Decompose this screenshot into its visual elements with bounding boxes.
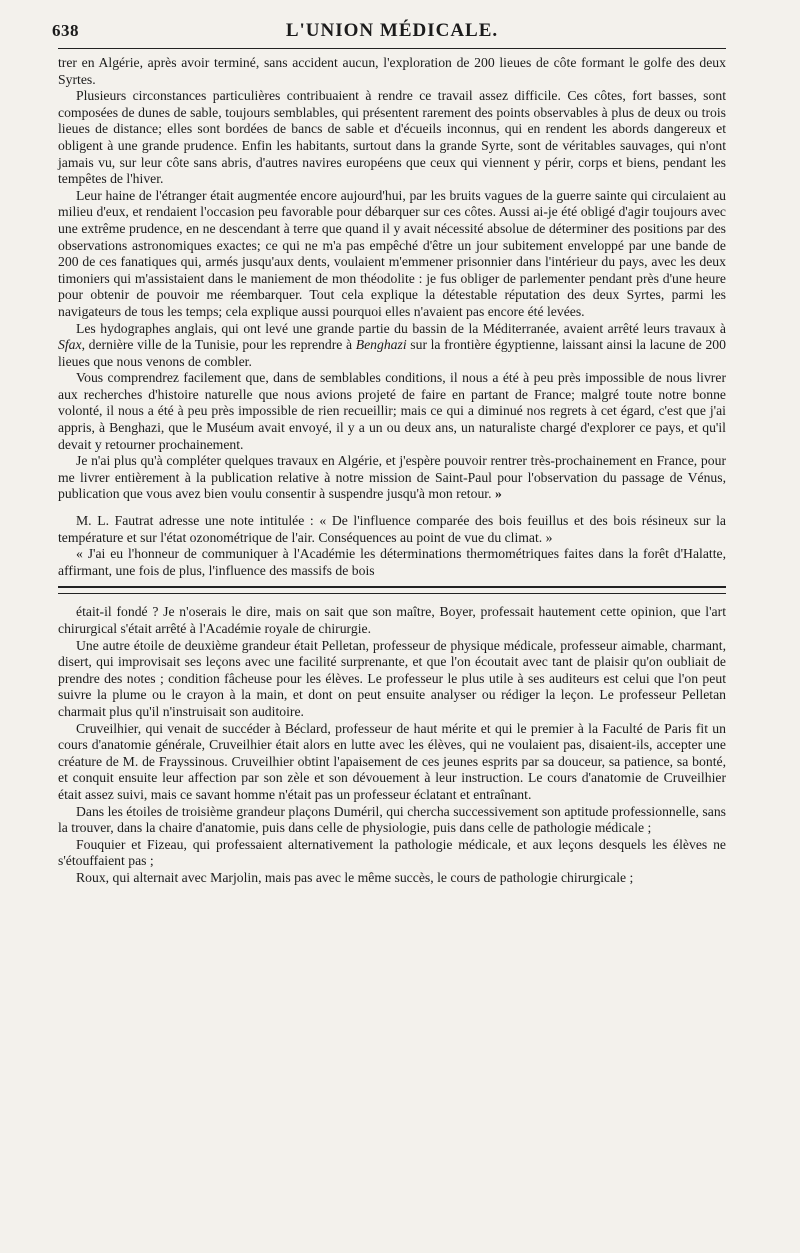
page-header: [52, 18, 726, 44]
paragraph-circonstances: Plusieurs circonstances particulières contribuaient à rendre ce travail assez difficile. Ces côtes, fort basses, sont composées de dunes de sable, toujours semblables, qui présentent rarement des points observables à plus de deux ou trois lieues de distance; elles sont bordées de bancs de sable et d'écueils inconnus, qui en rendent les abords dangereux et obligent à une grande prudence. Enfin les habitants, surtout dans la grande Syrte, sont de véritables sauvages, qui n'ont jamais vu, sur leur côte sans abris, d'autres navires européens que ceux qui viennent y périr, corps et biens, pendant les tempêtes de l'hiver.: [58, 88, 726, 187]
paragraph-haine: Leur haine de l'étranger était augmentée encore aujourd'hui, par les bruits vagues de la guerre sainte qui circulaient au milieu d'eux, et rendaient l'occasion peu favorable pour débarquer sur ces côtes. Aussi ai-je été obligé d'agir toujours avec une extrême prudence, en ne descendant à terre que quand il y avait nécessité absolue de déterminer des positions par des observations astronomiques exactes; ce qui ne m'a pas empêché d'être un jour subitement enveloppé par une bande de 200 de ces fanatiques qui, armés jusqu'aux dents, voulaient m'emmener prisonnier dans l'intérieur du pays, avec les deux timoniers qui m'assistaient dans le maniement de mon théodolite : je fus obliger de parlementer pendant près d'une heure pour obtenir de pouvoir me réembarquer. Tout cela explique la détestable réputation des deux Syrtes, parmi les navigateurs de tous les temps; cela explique aussi pourquoi elles n'avaient pas encore été levées.: [58, 187, 726, 319]
hydrographes-text-3: sur la frontière égyptienne, laissant ainsi la lacune de 200 lieues que nous venons de combler.: [58, 337, 726, 369]
paragraph-continuation: trer en Algérie, après avoir terminé, sans accident aucun, l'exploration de 200 lieues de côte formant le golfe des deux Syrtes.: [58, 55, 726, 87]
paragraph-fouquier: Fouquier et Fizeau, qui professaient alternativement la pathologie médicale, et aux leçons desquels les élèves ne s'étouffaient pas ;: [58, 836, 726, 869]
section-separator: [58, 586, 726, 594]
page-number: 638: [52, 21, 79, 40]
paragraph-completer: [58, 453, 726, 503]
place-benghazi: Benghazi: [355, 337, 407, 353]
paragraph-fonde: était-il fondé ? Je n'oserais le dire, mais on sait que son maître, Boyer, professait hautement cette opinion, que l'art chirurgical s'était arrêté à l'Académie royale de chirurgie.: [58, 604, 726, 636]
header-rule: [58, 48, 726, 49]
closing-quote: »: [494, 486, 502, 502]
paragraph-dumeril: Dans les étoiles de troisième grandeur plaçons Duméril, qui chercha successivement son aptitude professionnelle, sans la trouver, dans la chaire d'anatomie, puis dans celle de physiologie, puis dans celle de pathologie médicale ;: [58, 803, 726, 836]
journal-page: [52, 18, 726, 1233]
place-sfax: Sfax: [58, 337, 82, 353]
paragraph-pelletan: Une autre étoile de deuxième grandeur était Pelletan, professeur de physique médicale, professeur aimable, charmant, disert, qui improvisait ses leçons avec une facilité surprenante, et que l'on écoutait avec tant de plaisir qu'on oubliait de prendre des notes ; condition fâcheuse pour les élèves. Le professeur le plus utile à ses auditeurs est celui que l'on peut suivre la plume ou le crayon à la main, et dont on peut ensuite analyser ou rédiger la leçon. Le professeur Pelletan charmait plus qu'il n'instruisait son auditoire.: [58, 637, 726, 719]
paragraph-hydrographes: [58, 321, 726, 371]
paragraph-fautrat-quote: « J'ai eu l'honneur de communiquer à l'Académie les déterminations thermométriques faites dans la forêt d'Halatte, affirmant, une fois de plus, l'influence des massifs de bois: [58, 546, 726, 578]
paragraph-roux: Roux, qui alternait avec Marjolin, mais pas avec le même succès, le cours de pathologie chirurgicale ;: [76, 869, 634, 885]
paragraph-fautrat-note: M. L. Fautrat adresse une note intitulée : « De l'influence comparée des bois feuillus et des bois résineux sur la température et sur l'état ozonométrique de l'air. Conséquences au point de vue du climat. »: [58, 513, 726, 545]
hydrographes-text-2: , dernière ville de la Tunisie, pour les reprendre à: [81, 337, 356, 353]
running-head: L'UNION MÉDICALE.: [285, 20, 499, 41]
paragraph-comprendrez: Vous comprendrez facilement que, dans de semblables conditions, il nous a été à peu près impossible de nous livrer aux recherches d'histoire naturelle que nous avions projeté de faire en partant de France; malgré toute notre bonne volonté, il nous a été à peu près impossible de rien recueillir; mais ce qui a diminué nos regrets à cet égard, c'est que j'ai appris, à Benghazi, que le Muséum avait envoyé, il y a un ou deux ans, un naturaliste chargé d'explorer ce pays, et qu'il devait y retourner prochainement.: [58, 370, 726, 452]
completer-text: Je n'ai plus qu'à compléter quelques travaux en Algérie, et j'espère pouvoir rentrer très-prochainement en France, pour me livrer entièrement à la publication relative à notre mission de Saint-Paul pour l'observation du passage de Vénus, publication que vous avez bien voulu consentir à suspendre jusqu'à mon retour.: [58, 453, 726, 502]
feuilleton-section: [58, 604, 726, 886]
hydrographes-text-1: Les hydographes anglais, qui ont levé une grande partie du bassin de la Méditerranée, avaient arrêté leurs travaux à: [76, 320, 726, 336]
paragraph-cruveilhier: Cruveilhier, qui venait de succéder à Béclard, professeur de haut mérite et qui le premier à la Faculté de Paris fit un cours d'anatomie générale, Cruveilhier était alors en lutte avec les élèves, qui ne voulaient pas, disaient-ils, accepter une créature de M. de Frayssinous. Cruveilhier obtint l'apaisement de ces jeunes esprits par sa douceur, sa patience, sa bonté, et conquit ensuite leur affection par son zèle et son dévouement à leur instruction. Le cours d'anatomie de Cruveilhier était assez suivi, mais ce savant homme n'était pas un professeur éclatant et entraînant.: [58, 720, 726, 802]
top-section: [58, 55, 726, 579]
